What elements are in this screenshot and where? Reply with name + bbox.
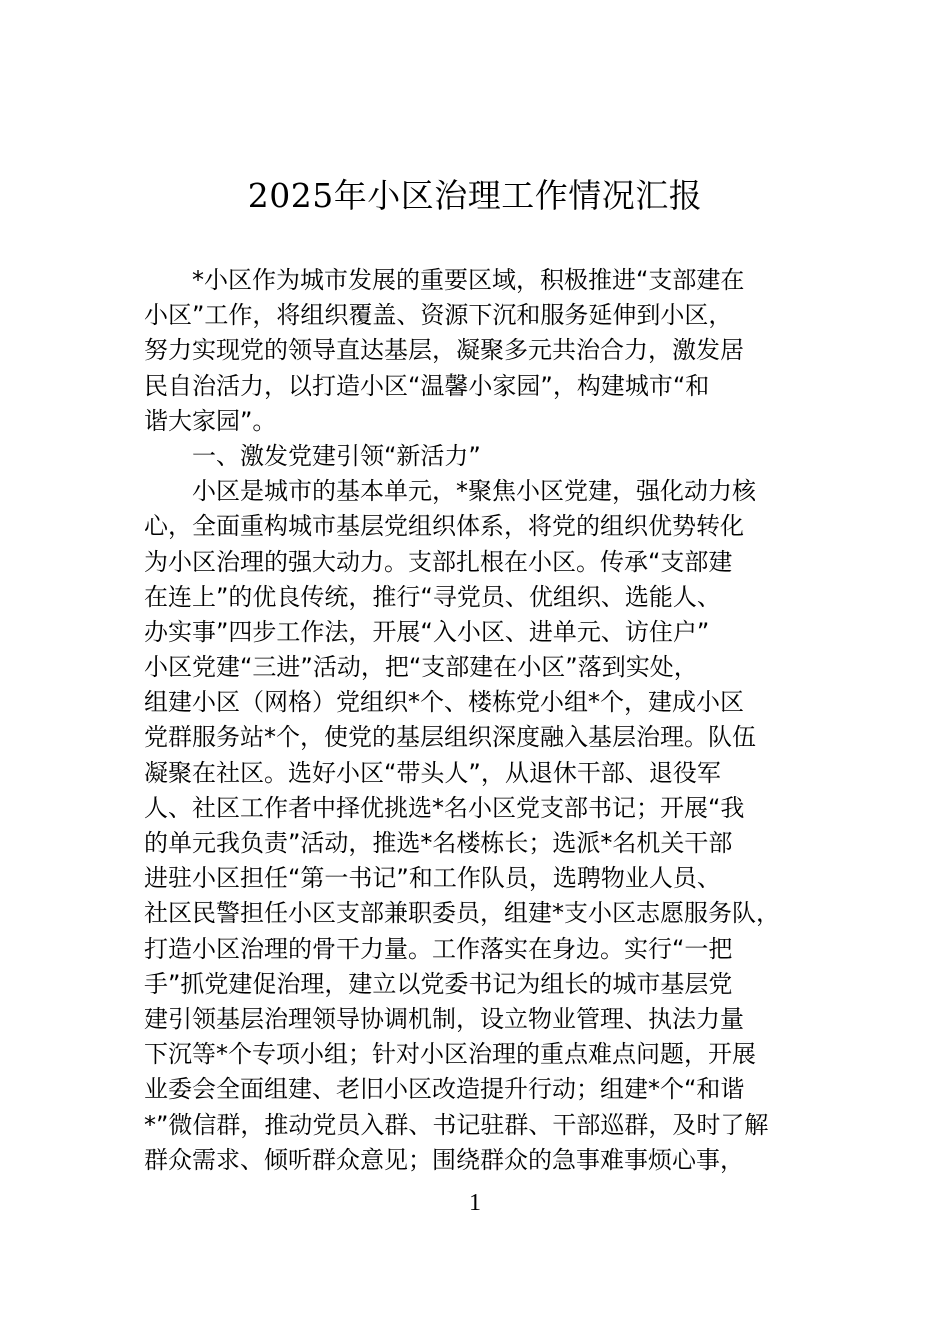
- intro-line-3: 努力实现党的领导直达基层，凝聚多元共治合力，激发居: [144, 336, 744, 365]
- body-line-5: 办实事”四步工作法，开展“入小区、进单元、访住户”: [144, 617, 710, 646]
- body-line-6: 小区党建“三进”活动，把“支部建在小区”落到实处，: [144, 653, 698, 682]
- document-body: [144, 263, 807, 1178]
- body-line-7: 组建小区（网格）党组织*个、楼栋党小组*个，建成小区: [144, 688, 744, 717]
- body-line-15: 手”抓党建促治理，建立以党委书记为组长的城市基层党: [144, 969, 733, 998]
- body-line-16: 建引领基层治理领导协调机制，设立物业管理、执法力量: [144, 1004, 744, 1033]
- body-line-13: 社区民警担任小区支部兼职委员，组建*支小区志愿服务队，: [144, 899, 780, 928]
- body-line-14: 打造小区治理的骨干力量。工作落实在身边。实行“一把: [144, 934, 733, 963]
- body-line-11: 的单元我负责”活动，推选*名楼栋长；选派*名机关干部: [144, 829, 733, 857]
- body-line-8: 党群服务站*个，使党的基层组织深度融入基层治理。队伍: [144, 723, 756, 752]
- body-line-4: 在连上”的优良传统，推行“寻党员、优组织、选能人、: [144, 582, 721, 611]
- body-line-3: 为小区治理的强大动力。支部扎根在小区。传承“支部建: [144, 547, 733, 576]
- body-line-18: 业委会全面组建、老旧小区改造提升行动；组建*个“和谐: [144, 1075, 745, 1104]
- page-title: 2025年小区治理工作情况汇报: [247, 176, 703, 215]
- body-line-17: 下沉等*个专项小组；针对小区治理的重点难点问题，开展: [144, 1040, 756, 1069]
- intro-line-4: 民自治活力，以打造小区“温馨小家园”，构建城市“和: [144, 371, 710, 400]
- body-line-9: 凝聚在社区。选好小区“带头人”，从退休干部、退役军: [144, 758, 721, 787]
- intro-line-2: 小区”工作，将组织覆盖、资源下沉和服务延伸到小区，: [144, 301, 733, 330]
- section-heading-1: 一、激发党建引领“新活力”: [192, 441, 481, 470]
- body-line-12: 进驻小区担任“第一书记”和工作队员，选聘物业人员、: [144, 864, 721, 893]
- body-line-19: *”微信群，推动党员入群、书记驻群、干部巡群，及时了解: [144, 1110, 769, 1139]
- body-line-20: 群众需求、倾听群众意见；围绕群众的急事难事烦心事，: [144, 1145, 744, 1174]
- body-line-10: 人、社区工作者中择优挑选*名小区党支部书记；开展“我: [144, 793, 745, 822]
- page-number: 1: [469, 1190, 481, 1216]
- body-line-1: 小区是城市的基本单元，*聚焦小区党建，强化动力核: [192, 477, 756, 506]
- intro-line-5: 谐大家园”。: [144, 406, 277, 435]
- body-line-2: 心，全面重构城市基层党组织体系，将党的组织优势转化: [144, 512, 744, 541]
- intro-line-1: *小区作为城市发展的重要区域，积极推进“支部建在: [192, 266, 745, 294]
